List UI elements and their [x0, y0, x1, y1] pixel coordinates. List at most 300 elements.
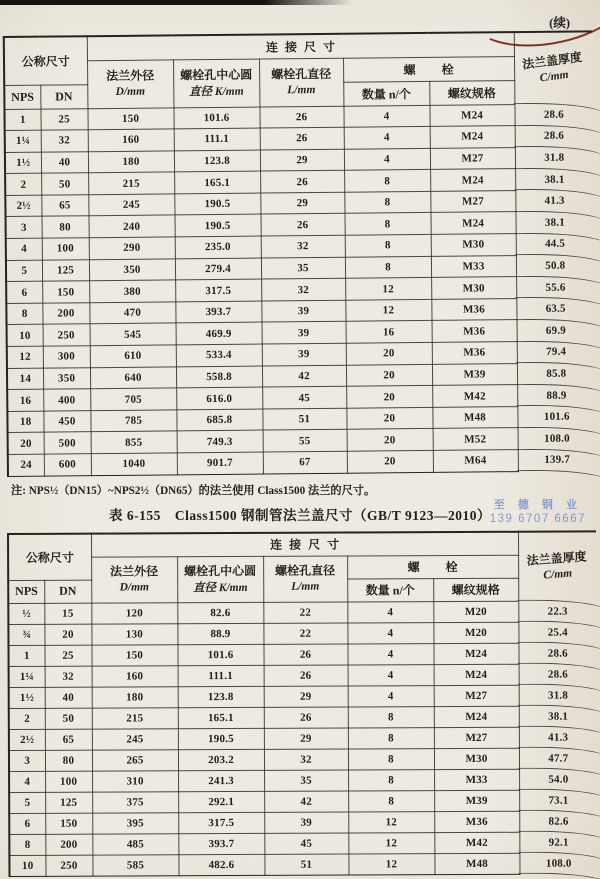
cell-bolt-circle-dia: 101.6	[173, 107, 259, 129]
cell-flange-od: 150	[92, 644, 178, 665]
cell-dn: 25	[40, 108, 87, 130]
cell-flange-od: 395	[92, 812, 178, 833]
cell-cover-thickness: 38.1	[519, 705, 597, 726]
header-flange-od-symbol: D/mm	[119, 581, 149, 594]
header-cover-thickness-symbol: C/mm	[543, 567, 573, 582]
header-cover-thickness-label: 法兰盖厚度	[521, 49, 584, 72]
lower-table-body	[8, 600, 597, 876]
cell-bolt-qty: 8	[348, 748, 434, 769]
cell-bolt-qty: 20	[347, 429, 433, 451]
cell-nps: 6	[9, 813, 45, 834]
cell-dn: 600	[44, 454, 91, 476]
table-row	[9, 831, 597, 855]
cell-bolt-qty: 8	[345, 213, 431, 235]
cell-cover-thickness: 41.3	[519, 726, 597, 747]
header-bolt-hole	[259, 58, 343, 107]
cell-flange-od: 215	[88, 172, 174, 194]
table-title: 表 6-155 Class1500 钢制管法兰盖尺寸（GB/T 9123—2010）	[109, 508, 491, 523]
cell-bolt-qty: 12	[345, 299, 431, 321]
table-row	[8, 449, 596, 476]
cell-cover-thickness: 28.6	[519, 642, 597, 663]
cell-nps: 20	[8, 433, 44, 455]
cell-flange-od: 375	[92, 791, 178, 812]
cell-thread-spec: M36	[432, 320, 517, 342]
cell-thread-spec: M27	[430, 147, 515, 169]
table-row	[9, 684, 597, 708]
cell-bolt-circle-dia: 111.1	[174, 128, 260, 150]
header-bolt-circle-symbol: 直径 K/mm	[192, 581, 248, 594]
cell-nps: 4	[6, 238, 42, 260]
header-bolt-hole-label: 螺栓孔直径	[271, 66, 332, 82]
cell-cover-thickness: 28.6	[514, 103, 592, 125]
cell-thread-spec: M27	[434, 685, 519, 706]
cell-nps: 1	[8, 645, 44, 666]
cell-dn: 200	[45, 834, 92, 855]
cell-thread-spec: M36	[431, 298, 516, 320]
cell-thread-spec: M48	[434, 853, 519, 874]
cell-bolt-qty: 8	[348, 769, 434, 790]
cell-bolt-hole-dia: 42	[262, 365, 346, 387]
cell-nps: ¾	[8, 624, 44, 645]
cell-dn: 500	[44, 432, 91, 454]
cell-nps: 5	[6, 260, 42, 282]
cell-bolt-hole-dia: 26	[264, 707, 348, 728]
cell-bolt-circle-dia: 558.8	[176, 366, 262, 388]
cell-thread-spec: M42	[434, 832, 519, 853]
cell-bolt-circle-dia: 190.5	[178, 728, 264, 749]
cell-flange-od: 180	[88, 151, 174, 173]
cell-dn: 400	[43, 389, 90, 411]
cell-bolt-circle-dia: 292.1	[178, 791, 264, 812]
header-bolt-hole	[263, 556, 347, 602]
cell-bolt-qty: 12	[348, 832, 434, 853]
header-nominal-size: 公称尺寸	[8, 534, 91, 580]
cell-thread-spec: M24	[430, 169, 515, 191]
cell-dn: 15	[44, 603, 91, 624]
cell-dn: 50	[41, 173, 88, 195]
cell-nps: 14	[7, 368, 43, 390]
table-row	[9, 789, 597, 813]
cell-thread-spec: M20	[433, 622, 518, 643]
cell-flange-od: 245	[88, 194, 174, 216]
header-connection-dims: 连接尺寸	[87, 32, 514, 60]
table-row	[8, 642, 596, 666]
cell-nps: 3	[6, 217, 42, 239]
cell-bolt-qty: 8	[345, 234, 431, 256]
cell-flange-od: 1040	[91, 453, 177, 475]
cell-bolt-hole-dia: 45	[262, 386, 346, 408]
cell-cover-thickness: 73.1	[519, 789, 597, 810]
cell-dn: 150	[42, 281, 89, 303]
cell-bolt-qty: 12	[345, 278, 431, 300]
cell-cover-thickness: 31.8	[519, 684, 597, 705]
cell-flange-od: 120	[91, 602, 177, 623]
cell-bolt-circle-dia: 317.5	[178, 812, 264, 833]
cell-bolt-qty: 12	[348, 853, 434, 874]
cell-cover-thickness: 79.4	[517, 341, 595, 363]
cell-dn: 65	[45, 729, 92, 750]
cell-nps: 10	[9, 855, 45, 876]
cell-bolt-hole-dia: 39	[264, 812, 348, 833]
cell-bolt-hole-dia: 29	[264, 728, 348, 749]
cell-flange-od: 350	[89, 259, 175, 281]
cell-bolt-qty: 4	[343, 105, 429, 127]
cell-nps: 2	[5, 173, 41, 195]
cell-cover-thickness: 92.1	[519, 831, 597, 852]
cell-cover-thickness: 25.4	[518, 621, 596, 642]
cell-bolt-circle-dia: 111.1	[178, 665, 264, 686]
cell-dn: 40	[45, 687, 92, 708]
cell-bolt-circle-dia: 469.9	[176, 322, 262, 344]
cell-bolt-hole-dia: 32	[264, 749, 348, 770]
cell-thread-spec: M39	[434, 790, 519, 811]
cell-nps: 2½	[5, 195, 41, 217]
cell-nps: 24	[8, 454, 44, 476]
cell-dn: 80	[45, 750, 92, 771]
cell-thread-spec: M42	[432, 385, 517, 407]
header-flange-od-label: 法兰外径	[110, 564, 159, 579]
cell-nps: 8	[9, 834, 45, 855]
cell-thread-spec: M20	[433, 601, 518, 622]
cell-flange-od: 215	[92, 707, 178, 728]
header-cover-thickness	[518, 531, 596, 600]
cell-nps: 1¼	[5, 130, 41, 152]
cell-cover-thickness: 54.0	[519, 768, 597, 789]
cell-cover-thickness: 88.9	[517, 384, 595, 406]
header-bolt-circle	[173, 59, 259, 108]
cell-cover-thickness: 28.6	[515, 125, 593, 147]
header-cover-thickness-symbol: C/mm	[539, 68, 570, 85]
cell-bolt-circle-dia: 82.6	[177, 602, 263, 623]
cell-thread-spec: M36	[434, 811, 519, 832]
cell-bolt-qty: 20	[346, 407, 432, 429]
header-bolt-circle-label: 螺栓孔中心圆	[180, 67, 253, 82]
cell-thread-spec: M24	[431, 212, 516, 234]
cell-cover-thickness: 38.1	[516, 211, 594, 233]
cell-flange-od: 705	[90, 388, 176, 410]
cell-bolt-circle-dia: 393.7	[178, 833, 264, 854]
header-flange-od	[91, 556, 177, 602]
cell-thread-spec: M24	[434, 664, 519, 685]
header-bolt-qty: 数量 n/个	[343, 81, 429, 106]
cell-bolt-hole-dia: 29	[260, 149, 344, 171]
header-thread-spec: 螺纹规格	[433, 578, 518, 601]
cell-flange-od: 245	[92, 728, 178, 749]
header-connection-dims: 连接尺寸	[91, 532, 518, 557]
table-row	[9, 747, 597, 771]
header-bolt: 螺栓	[343, 56, 514, 82]
cell-flange-od: 130	[91, 623, 177, 644]
cell-dn: 350	[43, 367, 90, 389]
header-flange-od-symbol: D/mm	[115, 85, 146, 98]
header-bolt: 螺栓	[347, 555, 518, 579]
cell-bolt-qty: 4	[344, 127, 430, 149]
cell-nps: 2½	[9, 729, 45, 750]
cell-bolt-hole-dia: 32	[261, 278, 345, 300]
cell-thread-spec: M30	[431, 277, 516, 299]
cell-bolt-hole-dia: 39	[261, 300, 345, 322]
header-bolt-hole-label: 螺栓孔直径	[275, 563, 336, 578]
cell-bolt-qty: 20	[346, 364, 432, 386]
cell-cover-thickness: 82.6	[519, 810, 597, 831]
cell-flange-od: 585	[92, 854, 178, 875]
cell-bolt-hole-dia: 26	[259, 106, 343, 128]
cell-bolt-circle-dia: 749.3	[177, 430, 263, 452]
cell-bolt-circle-dia: 533.4	[176, 344, 262, 366]
cell-bolt-circle-dia: 317.5	[175, 279, 261, 301]
cell-cover-thickness: 28.6	[519, 663, 597, 684]
cell-bolt-hole-dia: 22	[263, 602, 347, 623]
cell-nps: 1	[4, 109, 40, 131]
cell-dn: 450	[43, 411, 90, 433]
cell-flange-od: 240	[89, 215, 175, 237]
cell-cover-thickness: 69.9	[517, 319, 595, 341]
watermark-phone: 139 6707 6667	[489, 513, 586, 525]
cell-bolt-circle-dia: 165.1	[174, 171, 260, 193]
cell-thread-spec: M33	[434, 769, 519, 790]
cell-dn: 125	[42, 259, 89, 281]
table-row	[9, 705, 597, 729]
cell-dn: 40	[41, 151, 88, 173]
cell-bolt-circle-dia: 101.6	[178, 644, 264, 665]
cell-nps: 18	[7, 411, 43, 433]
continued-marker: (续)	[549, 16, 570, 30]
cell-dn: 32	[45, 666, 92, 687]
cell-nps: 6	[6, 281, 42, 303]
cell-flange-od: 640	[90, 366, 176, 388]
cell-bolt-hole-dia: 39	[262, 343, 346, 365]
cell-cover-thickness: 101.6	[517, 406, 595, 428]
cell-thread-spec: M27	[434, 727, 519, 748]
header-cover-thickness	[514, 31, 593, 104]
cell-thread-spec: M52	[433, 428, 518, 450]
cell-bolt-qty: 8	[345, 256, 431, 278]
lower-table-header	[8, 531, 596, 603]
cell-cover-thickness: 44.5	[516, 233, 594, 255]
cell-thread-spec: M64	[433, 450, 518, 472]
cell-bolt-hole-dia: 35	[261, 257, 345, 279]
header-bolt-qty: 数量 n/个	[347, 578, 433, 601]
cell-thread-spec: M30	[431, 234, 516, 256]
cell-bolt-hole-dia: 29	[260, 192, 344, 214]
watermark-stamp	[490, 496, 586, 525]
header-bolt-hole-symbol: L/mm	[287, 84, 316, 97]
cell-bolt-hole-dia: 35	[264, 770, 348, 791]
header-thread-spec: 螺纹规格	[429, 80, 514, 105]
header-nps: NPS	[8, 580, 44, 603]
cell-cover-thickness: 50.8	[516, 255, 594, 277]
cell-bolt-hole-dia: 26	[264, 665, 348, 686]
cell-dn: 50	[45, 708, 92, 729]
cell-cover-thickness: 139.7	[518, 449, 596, 471]
lower-flange-table	[7, 530, 598, 876]
cell-bolt-hole-dia: 51	[262, 408, 346, 430]
cell-bolt-circle-dia: 241.3	[178, 770, 264, 791]
header-dn: DN	[40, 84, 87, 108]
cell-bolt-qty: 8	[348, 790, 434, 811]
cell-flange-od: 290	[89, 237, 175, 259]
cell-thread-spec: M36	[432, 342, 517, 364]
cell-bolt-circle-dia: 482.6	[178, 854, 264, 875]
cell-bolt-circle-dia: 616.0	[176, 387, 262, 409]
cell-bolt-qty: 4	[347, 601, 433, 622]
cell-flange-od: 470	[89, 302, 175, 324]
cell-flange-od: 380	[89, 280, 175, 302]
cell-bolt-circle-dia: 393.7	[175, 301, 261, 323]
cell-bolt-hole-dia: 32	[261, 235, 345, 257]
cell-thread-spec: M24	[434, 643, 519, 664]
cell-cover-thickness: 22.3	[518, 600, 596, 621]
cell-flange-od: 785	[90, 410, 176, 432]
cell-thread-spec: M30	[434, 748, 519, 769]
cell-bolt-qty: 12	[348, 811, 434, 832]
cell-thread-spec: M24	[429, 104, 514, 126]
header-cover-thickness-label: 法兰盖厚度	[526, 549, 588, 568]
cell-bolt-qty: 20	[346, 386, 432, 408]
cell-flange-od: 150	[87, 107, 173, 129]
upper-flange-table	[3, 30, 596, 476]
cell-nps: 8	[6, 303, 42, 325]
scan-edge-artifact	[0, 0, 352, 5]
cell-dn: 32	[41, 130, 88, 152]
cell-dn: 65	[41, 195, 88, 217]
cell-bolt-hole-dia: 29	[264, 686, 348, 707]
cell-bolt-hole-dia: 26	[264, 644, 348, 665]
table-row	[9, 726, 597, 750]
cell-dn: 20	[44, 624, 91, 645]
cell-bolt-qty: 16	[346, 321, 432, 343]
cell-dn: 125	[45, 792, 92, 813]
cell-flange-od: 545	[90, 323, 176, 345]
header-nps: NPS	[4, 85, 40, 109]
header-dn: DN	[44, 580, 91, 603]
header-bolt-circle-symbol: 直径 K/mm	[188, 85, 244, 98]
cell-dn: 100	[42, 238, 89, 260]
cell-bolt-hole-dia: 26	[260, 171, 344, 193]
cell-nps: 2	[9, 708, 45, 729]
cell-flange-od: 160	[92, 665, 178, 686]
cell-bolt-circle-dia: 235.0	[175, 236, 261, 258]
cell-nps: 5	[9, 792, 45, 813]
cell-dn: 250	[45, 855, 92, 876]
table-row	[9, 852, 597, 876]
cell-cover-thickness: 41.3	[515, 190, 593, 212]
header-bolt-circle	[177, 556, 263, 602]
header-nominal-size: 公称尺寸	[4, 36, 87, 85]
table-row	[8, 600, 596, 624]
cell-cover-thickness: 47.7	[519, 747, 597, 768]
cell-dn: 250	[43, 324, 90, 346]
header-bolt-circle-label: 螺栓孔中心圆	[184, 563, 257, 578]
cell-bolt-hole-dia: 39	[262, 322, 346, 344]
cell-bolt-hole-dia: 22	[263, 623, 347, 644]
cell-bolt-circle-dia: 123.8	[178, 686, 264, 707]
cell-bolt-qty: 4	[348, 664, 434, 685]
cell-cover-thickness: 108.0	[518, 427, 596, 449]
upper-table-body	[4, 103, 596, 476]
cell-flange-od: 160	[88, 129, 174, 151]
cell-nps: 10	[7, 325, 43, 347]
cell-dn: 300	[43, 346, 90, 368]
cell-thread-spec: M33	[431, 255, 516, 277]
cell-cover-thickness: 38.1	[515, 168, 593, 190]
cell-bolt-qty: 8	[344, 170, 430, 192]
cell-bolt-hole-dia: 67	[263, 451, 347, 473]
cell-nps: 12	[7, 346, 43, 368]
cell-cover-thickness: 108.0	[519, 852, 597, 873]
cell-bolt-circle-dia: 901.7	[177, 452, 263, 474]
cell-bolt-qty: 8	[348, 706, 434, 727]
cell-flange-od: 310	[92, 770, 178, 791]
header-bolt-hole-symbol: L/mm	[291, 580, 320, 593]
cell-bolt-qty: 20	[346, 342, 432, 364]
table-note: 注: NPS½（DN15）~NPS2½（DN65）的法兰使用 Class1500 法兰的尺寸。	[11, 485, 376, 497]
header-flange-od-label: 法兰外径	[106, 68, 155, 84]
cell-nps: 1¼	[9, 666, 45, 687]
table-row	[9, 768, 597, 792]
cell-bolt-circle-dia: 123.8	[174, 150, 260, 172]
cell-thread-spec: M27	[430, 190, 515, 212]
cell-cover-thickness: 31.8	[515, 147, 593, 169]
cell-flange-od: 855	[91, 431, 177, 453]
cell-bolt-qty: 8	[344, 191, 430, 213]
table-row	[8, 621, 596, 645]
cell-bolt-hole-dia: 55	[263, 430, 347, 452]
cell-thread-spec: M24	[430, 126, 515, 148]
cell-flange-od: 485	[92, 833, 178, 854]
cell-dn: 100	[45, 771, 92, 792]
cell-nps: 4	[9, 771, 45, 792]
cell-bolt-circle-dia: 190.5	[175, 215, 261, 237]
cell-bolt-circle-dia: 190.5	[174, 193, 260, 215]
cell-bolt-qty: 4	[348, 643, 434, 664]
cell-thread-spec: M39	[432, 363, 517, 385]
cell-bolt-hole-dia: 51	[264, 854, 348, 875]
cell-nps: 3	[9, 750, 45, 771]
cell-dn: 80	[42, 216, 89, 238]
cell-bolt-qty: 4	[344, 148, 430, 170]
cell-flange-od: 610	[90, 345, 176, 367]
cell-flange-od: 265	[92, 749, 178, 770]
cell-thread-spec: M24	[434, 706, 519, 727]
cell-dn: 150	[45, 813, 92, 834]
cell-cover-thickness: 85.8	[517, 362, 595, 384]
cell-bolt-qty: 20	[347, 450, 433, 472]
cell-dn: 200	[42, 303, 89, 325]
cell-nps: 1½	[5, 152, 41, 174]
cell-cover-thickness: 55.6	[516, 276, 594, 298]
table-row	[9, 663, 597, 687]
cell-bolt-circle-dia: 685.8	[176, 409, 262, 431]
cell-bolt-qty: 8	[348, 727, 434, 748]
cell-bolt-circle-dia: 88.9	[177, 623, 263, 644]
cell-bolt-hole-dia: 42	[264, 791, 348, 812]
header-flange-od	[87, 59, 173, 108]
cell-bolt-hole-dia: 26	[261, 214, 345, 236]
upper-table-header	[4, 31, 593, 109]
cell-nps: ½	[8, 603, 44, 624]
cell-bolt-circle-dia: 279.4	[175, 258, 261, 280]
table-row	[9, 810, 597, 834]
cell-thread-spec: M48	[432, 406, 517, 428]
cell-cover-thickness: 63.5	[516, 298, 594, 320]
cell-bolt-circle-dia: 165.1	[178, 707, 264, 728]
cell-bolt-circle-dia: 203.2	[178, 749, 264, 770]
cell-nps: 1½	[9, 687, 45, 708]
cell-bolt-qty: 4	[347, 622, 433, 643]
cell-bolt-hole-dia: 45	[264, 833, 348, 854]
cell-bolt-qty: 4	[348, 685, 434, 706]
